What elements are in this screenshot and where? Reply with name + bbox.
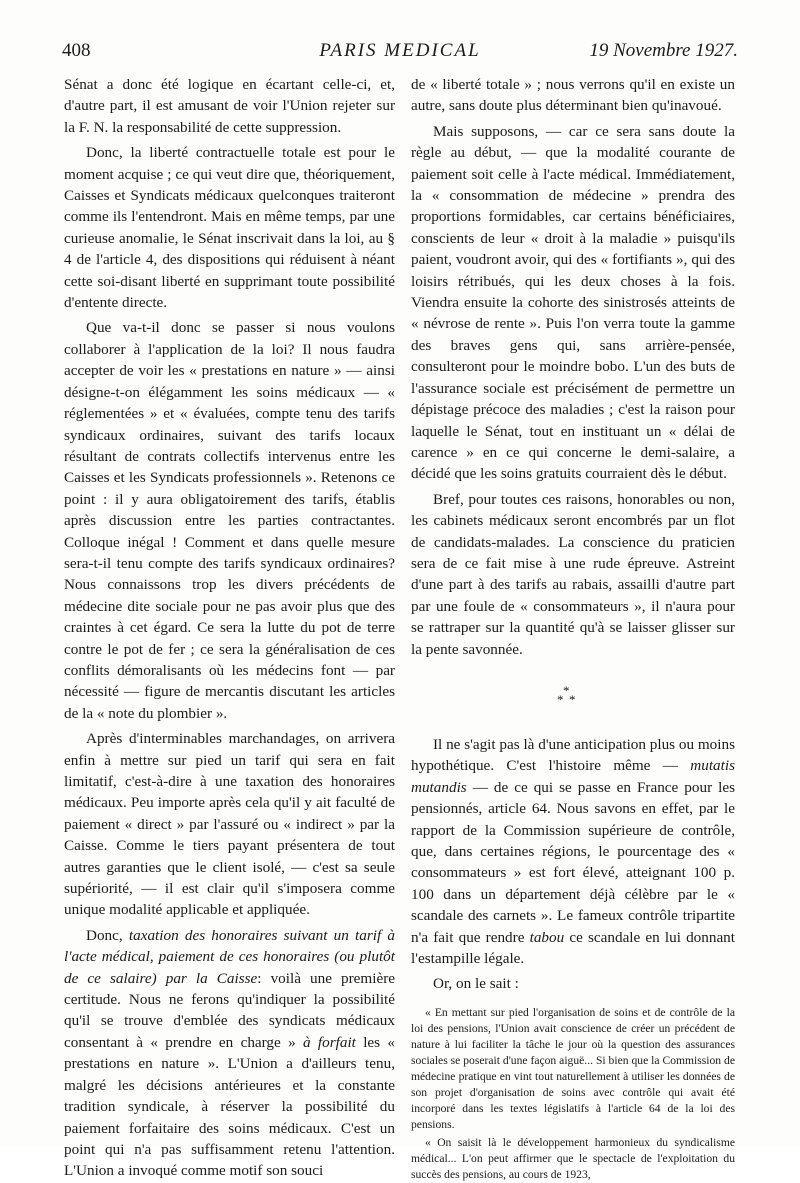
asterisk: * [569, 691, 576, 707]
paragraph: Mais supposons, — car ce sera sans doute la règle au début, — que la modalité courante de paiement soit celle à l'acte médical. Immédiatement, la « consommation de médecine » prendra des proportions formidables, car certains bénéficiaires, conscients de leur « droit à la maladie » puisqu'ils paient, voudront avoir, qui des « fortifiants », qui des loisirs rétribués, qui les deux choses à la fois. Viendra ensuite la cohorte des sinistrosés atteints de « névrose de rente ». Puis l'on verra toute la gamme des braves gens qui, sans arrière-pensée, consulteront pour le moindre bobo. L'un des buts de l'assurance sociale est précisément de permettre un dépistage précoce des maladies ; c'est la raison pour laquelle le Sénat, tout en instituant un « délai de carence » en ce qui concerne le demi-salaire, a décidé que les soins gratuits courraient dès le début. [411, 122, 735, 483]
italic-run: taxation des honoraires suivant un tarif à l'acte médical, paiement de ces honoraires (ou plutôt de ce salaire) par la Caisse [64, 926, 395, 987]
journal-title: PARIS MEDICAL [319, 40, 481, 61]
paragraph: Donc, la liberté contractuelle totale est pour le moment acquise ; ce qui veut dire que, théoriquement, Caisses et Syndicats médicaux quelconques traiteront comme ils l'entendront. Mais en même temps, par une curieuse anomalie, le Sénat inscrivait dans la loi, au § 4 de l'article 4, des dispositions qui réduisent à néant cette soi-disant liberté en supprimant toute possibilité d'entente directe. [64, 144, 395, 312]
asterisk: * [557, 691, 564, 707]
section-asterism [411, 682, 735, 712]
text-run: Il ne s'agit pas là d'une anticipation plus ou moins hypothétique. C'est l'histoire même — [411, 735, 735, 775]
text-run: ce scandale en lui donnant l'estampille légale. [411, 928, 735, 968]
text-run: : voilà une première certitude. Nous ne ferons qu'indiquer la possibilité qu'il se trouve d'emblée des syndicats médicaux consentant à « prendre en charge » [64, 969, 395, 1051]
paragraph: de « liberté totale » ; nous verrons qu'il en existe un autre, sans doute plus déterminant bien qu'inavoué. [411, 76, 735, 115]
paragraph [411, 734, 735, 969]
paragraph: Après d'interminables marchandages, on arrivera enfin à mettre sur pied un tarif qui sera en fait limitatif, c'est-à-dire à une taxation des honoraires médicaux. Peu importe après cela qu'il y ait faculté de paiement « direct » par l'assuré ou « indirect » par la Caisse. Comme le tiers payant présentera de tout autres garanties que le client isolé, — c'est sa seule supériorité, — il est clair qu'il s'imposera comme unique modalité applicable et appliquée. [64, 730, 395, 919]
left-column [64, 74, 395, 1182]
paragraph: Que va-t-il donc se passer si nous voulons collaborer à l'application de la loi? Il nous faudra accepter de voir les « prestations en nature » — ainsi désigne-t-on élégamment les soins médicaux — « réglementées » et « évaluées, compte tenu des tarifs syndicaux ordinaires, suivant des tarifs locaux résultant de contrats collectifs intervenus entre les Caisses et les Syndicats professionnels ». Retenons ce point : il y aura obligatoirement des tarifs, établis après discussion entre les parties contractantes. Colloque inégal ! Comment et dans quelle mesure sera-t-il tenu compte des tarifs syndicaux ordinaires? Nous connaissons trop les divers précédents de médecine dite sociale pour ne pas avoir plus que des craintes à cet égard. Ce sera la lutte du pot de terre contre le pot de fer ; ce sera la généralisation de ces conflits démoralisants où les médecins font — par nécessité — figure de mercantis discutant les articles de la « note du plombier ». [64, 319, 395, 722]
issue-date: 19 Novembre 1927. [589, 40, 738, 61]
italic-run: à forfait [303, 1033, 356, 1051]
right-column [411, 74, 735, 1183]
paragraph [64, 925, 395, 1182]
text-run: — de ce qui se passe en France pour les pensionnés, article 64. Nous savons en effet, par le rapport de la Commission supérieure de contrôle, que, dans certaines régions, le pourcentage des « consommateurs » est fort élevé, atteignant 100 p. 100 dans un département déjà célèbre par le « scandale des carnets ». Le fameux contrôle tripartite n'a fait que rendre [411, 778, 735, 946]
paragraph: Or, on le sait : [433, 975, 519, 993]
text-run: les « prestations en nature ». L'Union a d'ailleurs tenu, malgré les décisions antérieures et la constante tradition syndicale, à réserver la possibilité du paiement forfaitaire des soins médicaux. C'est un point qui n'a pas suffisamment retenu l'attention. L'Union a invoqué comme motif son souci [64, 1033, 395, 1180]
paragraph: Bref, pour toutes ces raisons, honorables ou non, les cabinets médicaux seront encombrés par un flot de candidats-malades. La conscience du praticien sera de ce fait mise à une rude épreuve. Astreint d'une part à des tarifs au rabais, assailli d'autre part par une foule de « consommateurs », il n'aura pour se rattraper sur la quantité qu'à se laisser glisser sur la pente savonnée. [411, 490, 735, 658]
italic-run: mutatis mutandis [411, 757, 735, 796]
text-run: Donc, [86, 926, 129, 944]
running-header [62, 40, 738, 68]
quote-paragraph: « En mettant sur pied l'organisation de soins et de contrôle de la loi des pensions, l'Union avait conscience de créer un précédent de nature à lui faciliter la tâche le jour où la question des assurances sociales se poserait d'une façon aiguë... Si bien que la Commission de médecine pratique en vint tout naturellement à utiliser les données de son projet d'organisation de soins avec contrôle qui avait été incorporé dans les textes législatifs à l'article 64 de la loi des pensions. [411, 1005, 735, 1131]
italic-run: tabou [529, 928, 565, 946]
page-number: 408 [62, 40, 91, 61]
quote-paragraph: « On saisit là le développement harmonieux du syndicalisme médical... L'on peut affirmer que le spectacle de l'exploitation du succès des pensions, au cours de 1923, [411, 1135, 735, 1181]
paragraph: Sénat a donc été logique en écartant celle-ci, et, d'autre part, il est amusant de voir l'Union rejeter sur la F. N. la responsabilité de cette suppression. [64, 76, 395, 136]
block-quote [411, 1005, 735, 1183]
asterisk: * [563, 682, 570, 698]
